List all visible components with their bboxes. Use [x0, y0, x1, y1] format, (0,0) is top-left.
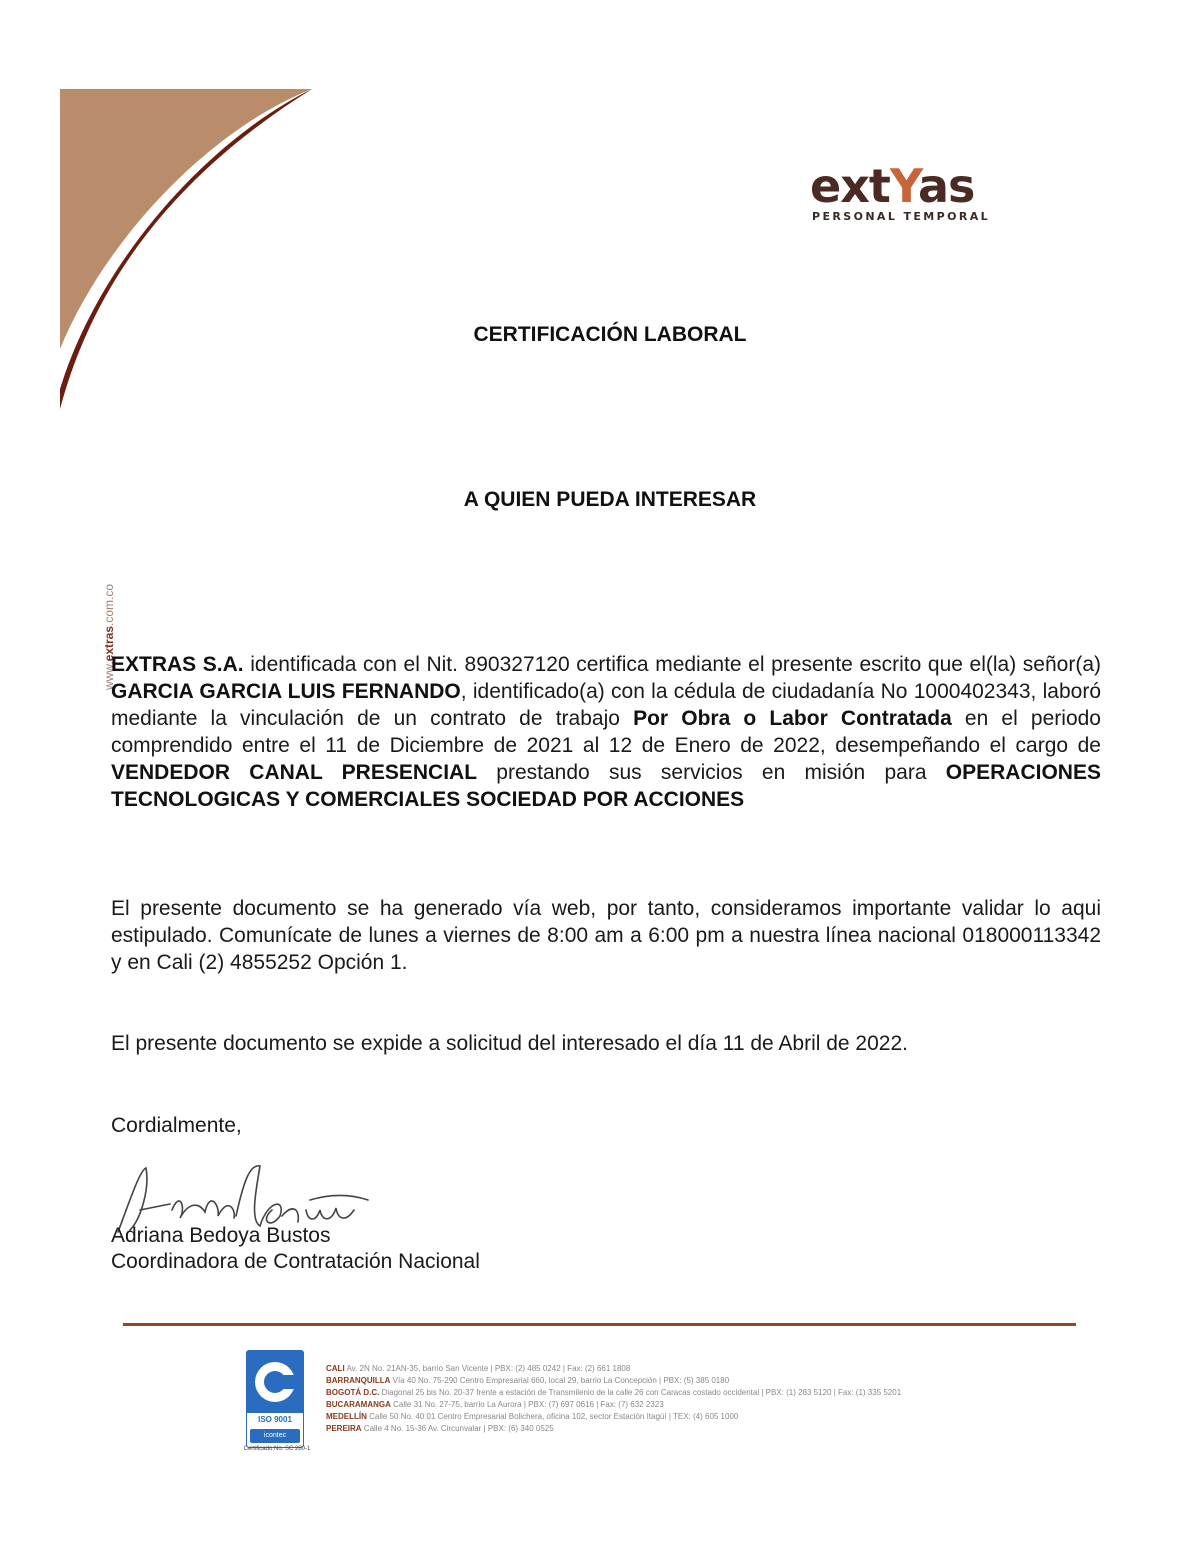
closing: Cordialmente, — [111, 1114, 242, 1137]
signer-title: Coordinadora de Contratación Nacional — [111, 1250, 480, 1273]
salutation: A QUIEN PUEDA INTERESAR — [463, 488, 757, 511]
logo-y-letter: Y — [889, 159, 918, 213]
iso-label: ISO 9001 — [258, 1415, 292, 1424]
job-position: VENDEDOR CANAL PRESENCIAL — [111, 761, 478, 784]
logo-subtitle: PERSONAL TEMPORAL — [812, 210, 991, 223]
office-addresses — [326, 1363, 901, 1435]
company-name: EXTRAS S.A. — [111, 653, 244, 676]
issue-date-paragraph: El presente documento se expide a solicitud del interesado el día 11 de Abril de 2022. — [111, 1032, 908, 1055]
client-company: OPERACIONES TECNOLOGICAS Y COMERCIALES SOCIEDAD POR ACCIONES — [111, 761, 1101, 811]
website-vertical-text: www.extras.com.co — [102, 583, 117, 691]
contract-type: Por Obra o Labor Contratada — [633, 707, 952, 730]
certification-icon — [247, 1351, 303, 1413]
company-logo — [810, 160, 995, 223]
icontec-label: icontec — [250, 1429, 300, 1443]
certification-paragraph: EXTRAS S.A. identificada con el Nit. 890327120 certifica mediante el presente escrito que el(la) señor(a) GARCIA GARCIA LUIS FERNANDO, identificado(a) con la cédula de ciudadanía No 1000402343, laboró mediante la vinculación de un contrato de trabajo Por Obra o Labor Contratada en el periodo comprendido entre el 11 de Diciembre de 2021 al 12 de Enero de 2022, desempeñando el cargo de VENDEDOR CANAL PRESENCIAL prestando sus servicios en misión para OPERACIONES TECNOLOGICAS Y COMERCIALES SOCIEDAD POR ACCIONES — [111, 653, 1101, 811]
office-line: BARRANQUILLA Vía 40 No. 75-290 Centro Empresarial 660, local 29, barrio La Concepción | PBX: (5) 385 0180 — [326, 1376, 730, 1385]
logo-wordmark: extYas — [810, 159, 975, 213]
employee-name: GARCIA GARCIA LUIS FERNANDO — [111, 680, 461, 703]
corner-swoosh-graphic — [60, 89, 316, 409]
iso-certification-seal — [246, 1350, 304, 1448]
office-line: CALI Av. 2N No. 21AN-35, barrio San Vicente | PBX: (2) 485 0242 | Fax: (2) 661 1808 — [326, 1364, 631, 1373]
office-line: BUCARAMANGA Calle 31 No. 27-75, barrio La Aurora | PBX: (7) 697 0616 | Fax: (7) 632 2323 — [326, 1400, 664, 1409]
office-line: BOGOTÁ D.C. Diagonal 25 bis No. 20-37 frente a estación de Transmilenio de la calle 26 con Caracas costado occidental | PBX: (1) 283 5120 | Fax: (1) 335 5201 — [326, 1388, 902, 1397]
signer-name: Adriana Bedoya Bustos — [111, 1224, 331, 1247]
office-line: PEREIRA Calle 4 No. 15-36 Av. Circunvalar | PBX: (6) 340 0525 — [326, 1424, 554, 1433]
validation-paragraph: El presente documento se ha generado vía web, por tanto, consideramos importante validar lo aqui estipulado. Comunícate de lunes a viernes de 8:00 am a 6:00 pm a nuestra línea nacional 018000113342 y en Cali (2) 4855252 Opción 1. — [111, 897, 1101, 974]
certificate-number: Certificado No. SC 280-1 — [243, 1446, 311, 1452]
footer-divider — [123, 1323, 1076, 1326]
document-title: CERTIFICACIÓN LABORAL — [473, 323, 747, 346]
office-line: MEDELLÍN Calle 50 No. 40 01 Centro Empresarial Bolichera, oficina 102, sector Estación Itagüí | TEX: (4) 605 1000 — [326, 1412, 739, 1421]
